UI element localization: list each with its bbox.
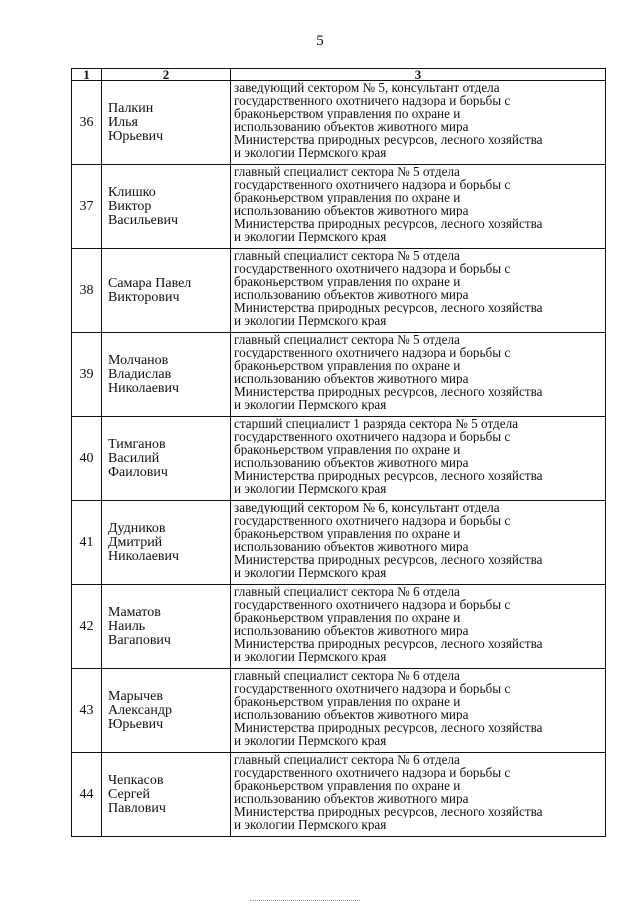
- employee-name: [102, 249, 231, 333]
- employee-name: [102, 753, 231, 837]
- employee-name-line: Юрьевич: [108, 128, 164, 144]
- table-row: [72, 585, 606, 669]
- employee-position-line: Министерства природных ресурсов, лесного хозяйства: [234, 805, 543, 818]
- employee-position-line: главный специалист сектора № 6 отдела: [234, 669, 460, 682]
- employee-position: [231, 249, 606, 333]
- employee-position-line: главный специалист сектора № 5 отдела: [234, 333, 460, 346]
- employee-position: [231, 81, 606, 165]
- employee-position-line: и экологии Пермского края: [234, 146, 387, 159]
- employee-position-line: браконьерством управления по охране и: [234, 527, 461, 540]
- employee-position-line: использованию объектов животного мира: [234, 624, 469, 637]
- employee-position-line: государственного охотничего надзора и борьбы с: [234, 766, 511, 779]
- table-row: [72, 669, 606, 753]
- employee-position-line: и экологии Пермского края: [234, 650, 387, 663]
- employee-position-line: главный специалист сектора № 6 отдела: [234, 585, 460, 598]
- employee-position-line: браконьерством управления по охране и: [234, 779, 461, 792]
- employee-position-line: главный специалист сектора № 5 отдела: [234, 165, 460, 178]
- employee-position-line: использованию объектов животного мира: [234, 792, 469, 805]
- employee-position-line: государственного охотничего надзора и борьбы с: [234, 262, 511, 275]
- employee-name: [102, 669, 231, 753]
- employee-name-line: Молчанов: [108, 352, 169, 368]
- employee-name-line: Клишко: [108, 184, 156, 200]
- employee-name-line: Владислав: [108, 366, 172, 382]
- employee-name-line: Виктор: [108, 198, 152, 214]
- employee-position-line: главный специалист сектора № 6 отдела: [234, 753, 460, 766]
- employee-position: [231, 417, 606, 501]
- employee-name-line: Васильевич: [108, 212, 178, 228]
- employee-position-line: государственного охотничего надзора и борьбы с: [234, 682, 511, 695]
- employee-name: [102, 417, 231, 501]
- table-row: [72, 333, 606, 417]
- employee-position-line: и экологии Пермского края: [234, 734, 387, 747]
- table-row: [72, 81, 606, 165]
- employee-position-line: браконьерством управления по охране и: [234, 275, 461, 288]
- employee-name-line: Василий: [108, 450, 160, 466]
- employee-name-line: Самара Павел: [108, 275, 192, 291]
- row-number: 38: [72, 249, 102, 333]
- row-number: 37: [72, 165, 102, 249]
- employee-name-line: Фаилович: [108, 464, 168, 480]
- employee-name-line: Илья: [108, 114, 138, 130]
- employee-position-line: использованию объектов животного мира: [234, 708, 469, 721]
- employee-position-line: Министерства природных ресурсов, лесного хозяйства: [234, 469, 543, 482]
- row-number: 40: [72, 417, 102, 501]
- employee-position-line: браконьерством управления по охране и: [234, 107, 461, 120]
- row-number: 39: [72, 333, 102, 417]
- employee-name-line: Николаевич: [108, 380, 180, 396]
- employee-position: [231, 333, 606, 417]
- table-row: [72, 165, 606, 249]
- employee-name: [102, 333, 231, 417]
- employee-name-line: Александр: [108, 702, 172, 718]
- employee-position-line: использованию объектов животного мира: [234, 372, 469, 385]
- employee-position-line: государственного охотничего надзора и борьбы с: [234, 598, 511, 611]
- employee-position: [231, 165, 606, 249]
- employee-position-line: использованию объектов животного мира: [234, 204, 469, 217]
- row-number: 42: [72, 585, 102, 669]
- employee-position-line: Министерства природных ресурсов, лесного хозяйства: [234, 553, 543, 566]
- employee-position-line: главный специалист сектора № 5 отдела: [234, 249, 460, 262]
- employee-position-line: Министерства природных ресурсов, лесного хозяйства: [234, 385, 543, 398]
- employee-position-line: и экологии Пермского края: [234, 566, 387, 579]
- column-header-position: 3: [231, 69, 606, 81]
- column-header-name: 2: [102, 69, 231, 81]
- employee-position-line: старший специалист 1 разряда сектора № 5 отдела: [234, 417, 519, 430]
- employee-position-line: браконьерством управления по охране и: [234, 359, 461, 372]
- employee-position: [231, 753, 606, 837]
- table-body: [72, 81, 606, 837]
- employee-name-line: Марычев: [108, 688, 163, 704]
- employee-name-line: Викторович: [108, 289, 180, 305]
- table-row: [72, 417, 606, 501]
- employee-position-line: Министерства природных ресурсов, лесного хозяйства: [234, 721, 543, 734]
- employee-position: [231, 585, 606, 669]
- employee-position-line: государственного охотничего надзора и борьбы с: [234, 430, 511, 443]
- employee-name-line: Тимганов: [108, 436, 166, 452]
- bottom-divider: [250, 900, 360, 902]
- employee-position-line: браконьерством управления по охране и: [234, 191, 461, 204]
- employee-position-line: браконьерством управления по охране и: [234, 695, 461, 708]
- employee-name-line: Палкин: [108, 100, 154, 116]
- employee-position-line: и экологии Пермского края: [234, 482, 387, 495]
- employee-name: [102, 81, 231, 165]
- employee-position-line: государственного охотничего надзора и борьбы с: [234, 178, 511, 191]
- employee-position: [231, 501, 606, 585]
- employee-position-line: заведующий сектором № 5, консультант отдела: [234, 81, 500, 94]
- employee-position-line: заведующий сектором № 6, консультант отдела: [234, 501, 500, 514]
- employee-position-line: Министерства природных ресурсов, лесного хозяйства: [234, 217, 543, 230]
- table-header-row: [72, 69, 606, 81]
- employee-position-line: использованию объектов животного мира: [234, 540, 469, 553]
- row-number: 43: [72, 669, 102, 753]
- table-row: [72, 501, 606, 585]
- employee-position-line: и экологии Пермского края: [234, 398, 387, 411]
- employee-name-line: Дудников: [108, 520, 166, 536]
- employee-name: [102, 501, 231, 585]
- page-number: 5: [316, 33, 324, 49]
- employee-name-line: Сергей: [108, 786, 150, 802]
- employee-position-line: и экологии Пермского края: [234, 230, 387, 243]
- employee-position: [231, 669, 606, 753]
- employee-position-line: государственного охотничего надзора и борьбы с: [234, 346, 511, 359]
- employee-position-line: использованию объектов животного мира: [234, 456, 469, 469]
- row-number: 41: [72, 501, 102, 585]
- table-row: [72, 753, 606, 837]
- employee-name-line: Юрьевич: [108, 716, 164, 732]
- employee-position-line: и экологии Пермского края: [234, 818, 387, 831]
- employee-name: [102, 585, 231, 669]
- employee-name-line: Павлович: [108, 800, 166, 816]
- employee-position-line: Министерства природных ресурсов, лесного хозяйства: [234, 637, 543, 650]
- employee-position-line: использованию объектов животного мира: [234, 120, 469, 133]
- employee-position-line: Министерства природных ресурсов, лесного хозяйства: [234, 301, 543, 314]
- employee-name-line: Вагапович: [108, 632, 171, 648]
- column-header-number: 1: [72, 69, 102, 81]
- employee-name: [102, 165, 231, 249]
- row-number: 36: [72, 81, 102, 165]
- employee-name-line: Николаевич: [108, 548, 180, 564]
- employee-name-line: Маматов: [108, 604, 161, 620]
- employee-position-line: Министерства природных ресурсов, лесного хозяйства: [234, 133, 543, 146]
- employee-position-line: и экологии Пермского края: [234, 314, 387, 327]
- employee-position-line: государственного охотничего надзора и борьбы с: [234, 514, 511, 527]
- row-number: 44: [72, 753, 102, 837]
- table-row: [72, 249, 606, 333]
- employee-position-line: браконьерством управления по охране и: [234, 611, 461, 624]
- employee-position-line: государственного охотничего надзора и борьбы с: [234, 94, 511, 107]
- employee-position-line: использованию объектов животного мира: [234, 288, 469, 301]
- employee-position-line: браконьерством управления по охране и: [234, 443, 461, 456]
- employee-name-line: Наиль: [108, 618, 146, 634]
- employee-name-line: Чепкасов: [108, 772, 164, 788]
- employee-name-line: Дмитрий: [108, 534, 163, 550]
- employee-table: [71, 68, 606, 837]
